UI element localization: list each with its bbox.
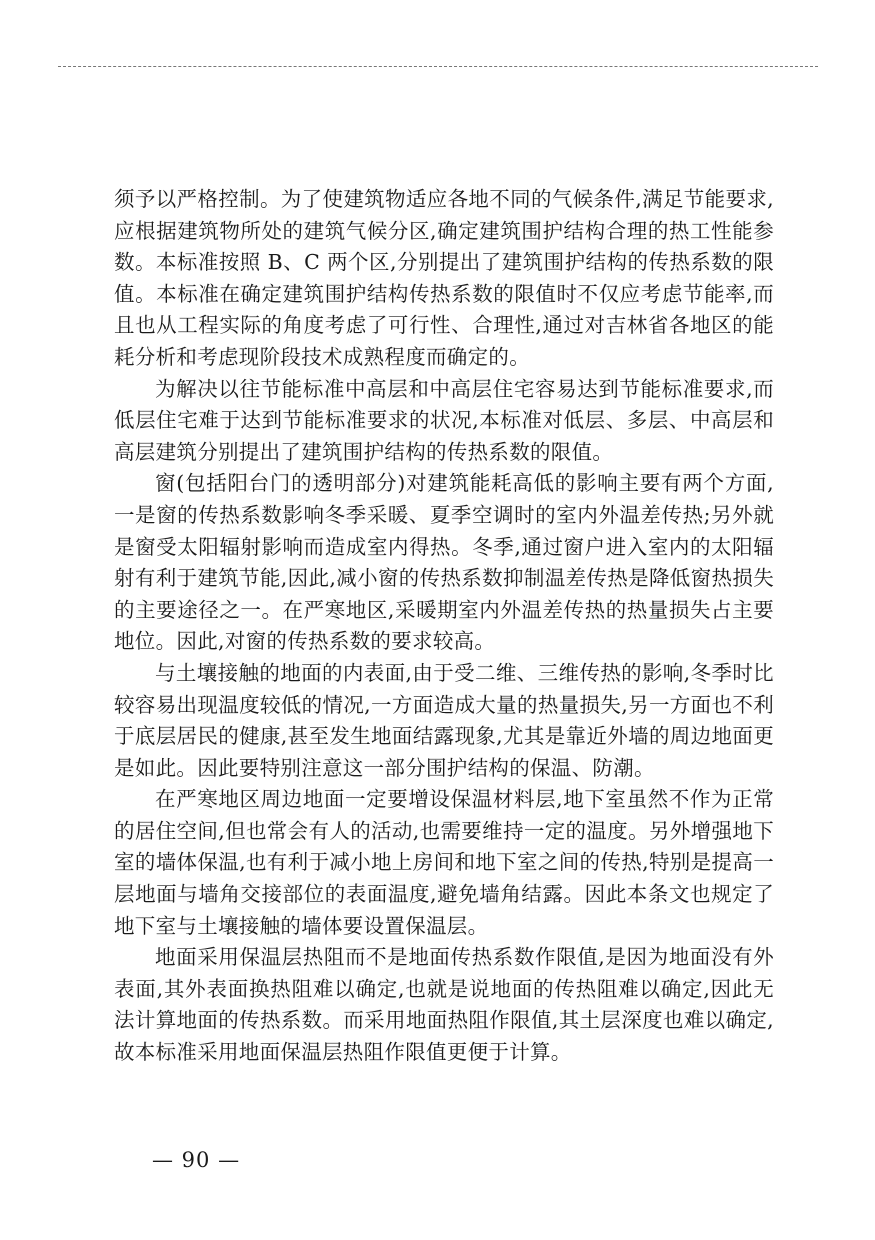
- page-number: — 90 —: [152, 1148, 241, 1172]
- paragraph-6: 地面采用保温层热阻而不是地面传热系数作限值,是因为地面没有外表面,其外表面换热阻难以确定,也就是说地面的传热阻难以确定,因此无法计算地面的传热系数。而采用地面热阻作限值,其土层深度也难以确定,故本标准采用地面保温层热阻作限值更便于计算。: [114, 945, 774, 1065]
- paragraph-5: 在严寒地区周边地面一定要增设保温材料层,地下室虽然不作为正常的居住空间,但也常会有人的活动,也需要维持一定的温度。另外增强地下室的墙体保温,也有利于减小地上房间和地下室之间的传热,特别是提高一层地面与墙角交接部位的表面温度,避免墙角结露。因此本条文也规定了地下室与土壤接触的墙体要设置保温层。: [114, 787, 774, 938]
- paragraph-3: 窗(包括阳台门的透明部分)对建筑能耗高低的影响主要有两个方面,一是窗的传热系数影响冬季采暖、夏季空调时的室内外温差传热;另外就是窗受太阳辐射影响而造成室内得热。冬季,通过窗户进入室内的太阳辐射有利于建筑节能,因此,减小窗的传热系数抑制温差传热是降低窗热损失的主要途径之一。在严寒地区,采暖期室内外温差传热的热量损失占主要地位。因此,对窗的传热系数的要求较高。: [114, 471, 774, 654]
- paragraph-2: 为解决以往节能标准中高层和中高层住宅容易达到节能标准要求,而低层住宅难于达到节能标准要求的状况,本标准对低层、多层、中高层和高层建筑分别提出了建筑围护结构的传热系数的限值。: [114, 376, 774, 464]
- paragraph-4: 与土壤接触的地面的内表面,由于受二维、三维传热的影响,冬季时比较容易出现温度较低的情况,一方面造成大量的热量损失,另一方面也不利于底层居民的健康,甚至发生地面结露现象,尤其是靠近外墙的周边地面更是如此。因此要特别注意这一部分围护结构的保温、防潮。: [114, 660, 774, 780]
- paragraph-1: 须予以严格控制。为了使建筑物适应各地不同的气候条件,满足节能要求,应根据建筑物所处的建筑气候分区,确定建筑围护结构合理的热工性能参数。本标准按照 B、C 两个区,分别提出了建筑围护结构的传热系数的限值。本标准在确定建筑围护结构传热系数的限值时不仅应考虑节能率,而且也从工程实际的角度考虑了可行性、合理性,通过对吉林省各地区的能耗分析和考虑现阶段技术成熟程度而确定的。: [114, 187, 774, 369]
- page-body: [114, 184, 774, 1069]
- header-rule: [58, 66, 818, 67]
